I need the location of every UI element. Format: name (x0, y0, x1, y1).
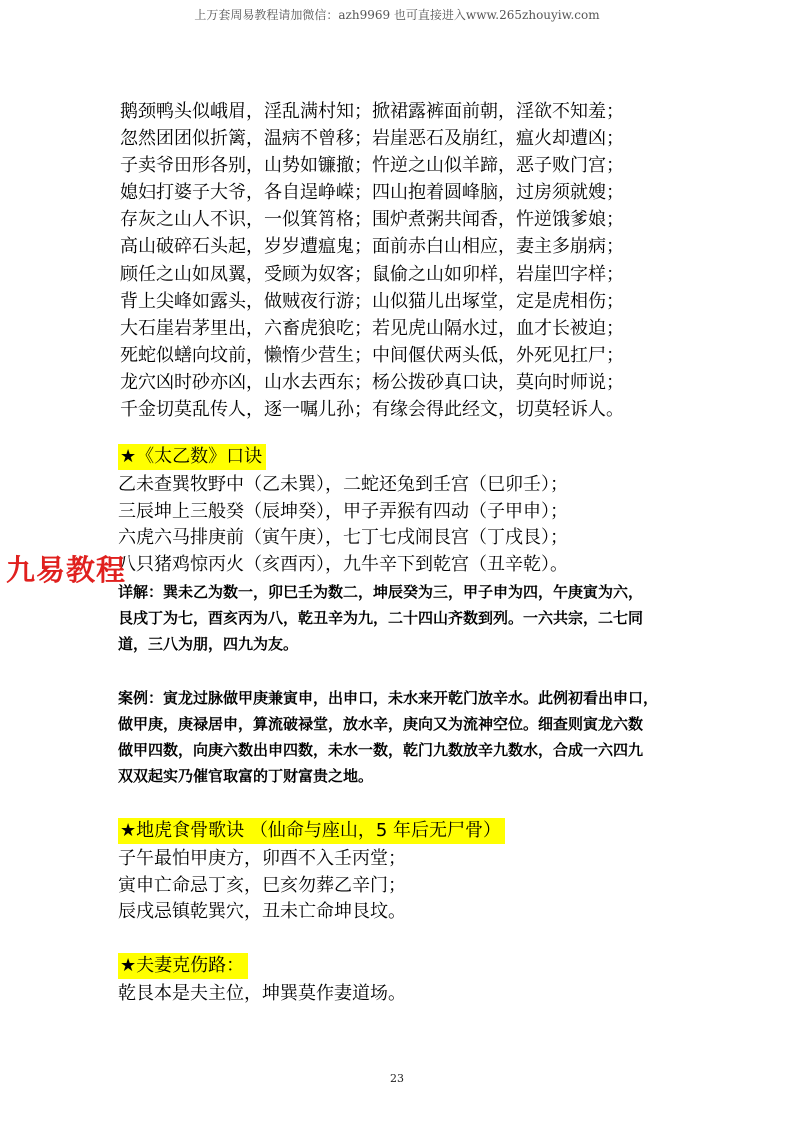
taiyi-verse (118, 472, 568, 578)
taiyi-section-title: ★《太乙数》口诀 (118, 444, 266, 470)
dihu-line: 子午最怕甲庚方，卯酉不入壬丙堂； (118, 848, 406, 869)
case-line: 做甲庚，庚禄居申，算流破禄堂，放水辛，庚向又为流神空位。细查则寅龙六数 (118, 715, 644, 733)
case-line: 案例：寅龙过脉做甲庚兼寅申，出申口，未水来开乾门放辛水。此例初看出申口， (118, 689, 659, 707)
poem-line: 媳妇打婆子大爷，各自逞峥嵘；四山抱着圆峰脑，过房须就嫂； (120, 182, 624, 204)
case-line: 双双起实乃催官取富的丁财富贵之地。 (118, 767, 374, 785)
taiyi-line: 三辰坤上三般癸（辰坤癸），甲子弄猴有四动（子甲申）； (118, 500, 568, 522)
page-number: 23 (390, 1072, 404, 1085)
poem-line: 龙穴凶时砂亦凶，山水去西东；杨公拨砂真口诀，莫向时师说； (120, 371, 624, 393)
explain-line: 详解：巽未乙为数一，卯巳壬为数二，坤辰癸为三，甲子申为四，午庚寅为六， (118, 583, 644, 601)
taiyi-explanation (118, 579, 683, 657)
poem-line: 存灰之山人不识，一似箕筲格；围炉煮粥共闻香，忤逆饿爹娘； (120, 209, 624, 231)
page-header: 上万套周易教程请加微信：azh9969 也可直接进入www.265zhouyiw.com (194, 8, 600, 22)
poem-line: 死蛇似蟮向坟前，懒惰少营生；中间偃伏两头低，外死见扛尸； (120, 344, 624, 366)
fuqi-verse (118, 981, 406, 1008)
poem-line: 千金切莫乱传人，逐一嘱儿孙；有缘会得此经文，切莫轻诉人。 (120, 399, 624, 421)
poem-line: 忽然团团似折篱，温病不曾移；岩崖恶石及崩红，瘟火却遭凶； (120, 128, 624, 150)
poem-line: 大石崖岩茅里出，六畜虎狼吃；若见虎山隔水过，血才长被迫； (120, 317, 624, 339)
taiyi-line: 乙未查巽牧野中（乙未巽），二蛇还兔到壬宫（巳卯壬）； (118, 474, 568, 495)
taiyi-line: 六虎六马排庚前（寅午庚），七丁七戌闹艮宫（丁戌艮）； (118, 527, 568, 548)
dihu-verse (118, 846, 406, 926)
poem-line: 子卖爷田形各别，山势如镰撤；忤逆之山似羊蹄，恶子败门宫； (120, 155, 624, 177)
poem-line: 顾任之山如凤翼，受顾为奴客；鼠偷之山如卯样，岩崖凹字样； (120, 263, 624, 285)
dihu-line: 寅申亡命忌丁亥，巳亥勿葬乙辛门； (118, 874, 406, 896)
fuqi-line: 乾艮本是夫主位，坤巽莫作妻道场。 (118, 983, 406, 1004)
poem-block (120, 98, 680, 423)
taiyi-case (118, 685, 683, 789)
taiyi-line: 八只猪鸡惊丙火（亥酉丙），九牛辛下到乾宫（丑辛乾）。 (118, 553, 568, 575)
fuqi-section-title: ★夫妻克伤路： (118, 953, 248, 979)
poem-line: 高山破碎石头起，岁岁遭瘟鬼；面前赤白山相应，妻主多崩病； (120, 236, 624, 258)
poem-line: 背上尖峰如露头，做贼夜行游；山似猫儿出塚堂，定是虎相伤； (120, 290, 624, 312)
explain-line: 艮戌丁为七，酉亥丙为八，乾丑辛为九，二十四山齐数到列。一六共宗，二七同 (118, 609, 644, 627)
explain-line: 道，三八为朋，四九为友。 (118, 635, 299, 653)
dihu-line: 辰戌忌镇乾巽穴，丑未亡命坤艮坟。 (118, 901, 406, 922)
poem-line: 鹅颈鸭头似峨眉，淫乱满村知；掀裙露裤面前朝，淫欲不知羞； (120, 101, 624, 122)
case-line: 做甲四数，向庚六数出申四数，未水一数，乾门九数放辛九数水，合成一六四九 (118, 741, 644, 759)
dihu-section-title: ★地虎食骨歌诀 （仙命与座山，5 年后无尸骨） (118, 818, 505, 844)
watermark-logo: 九易教程 (6, 553, 127, 587)
